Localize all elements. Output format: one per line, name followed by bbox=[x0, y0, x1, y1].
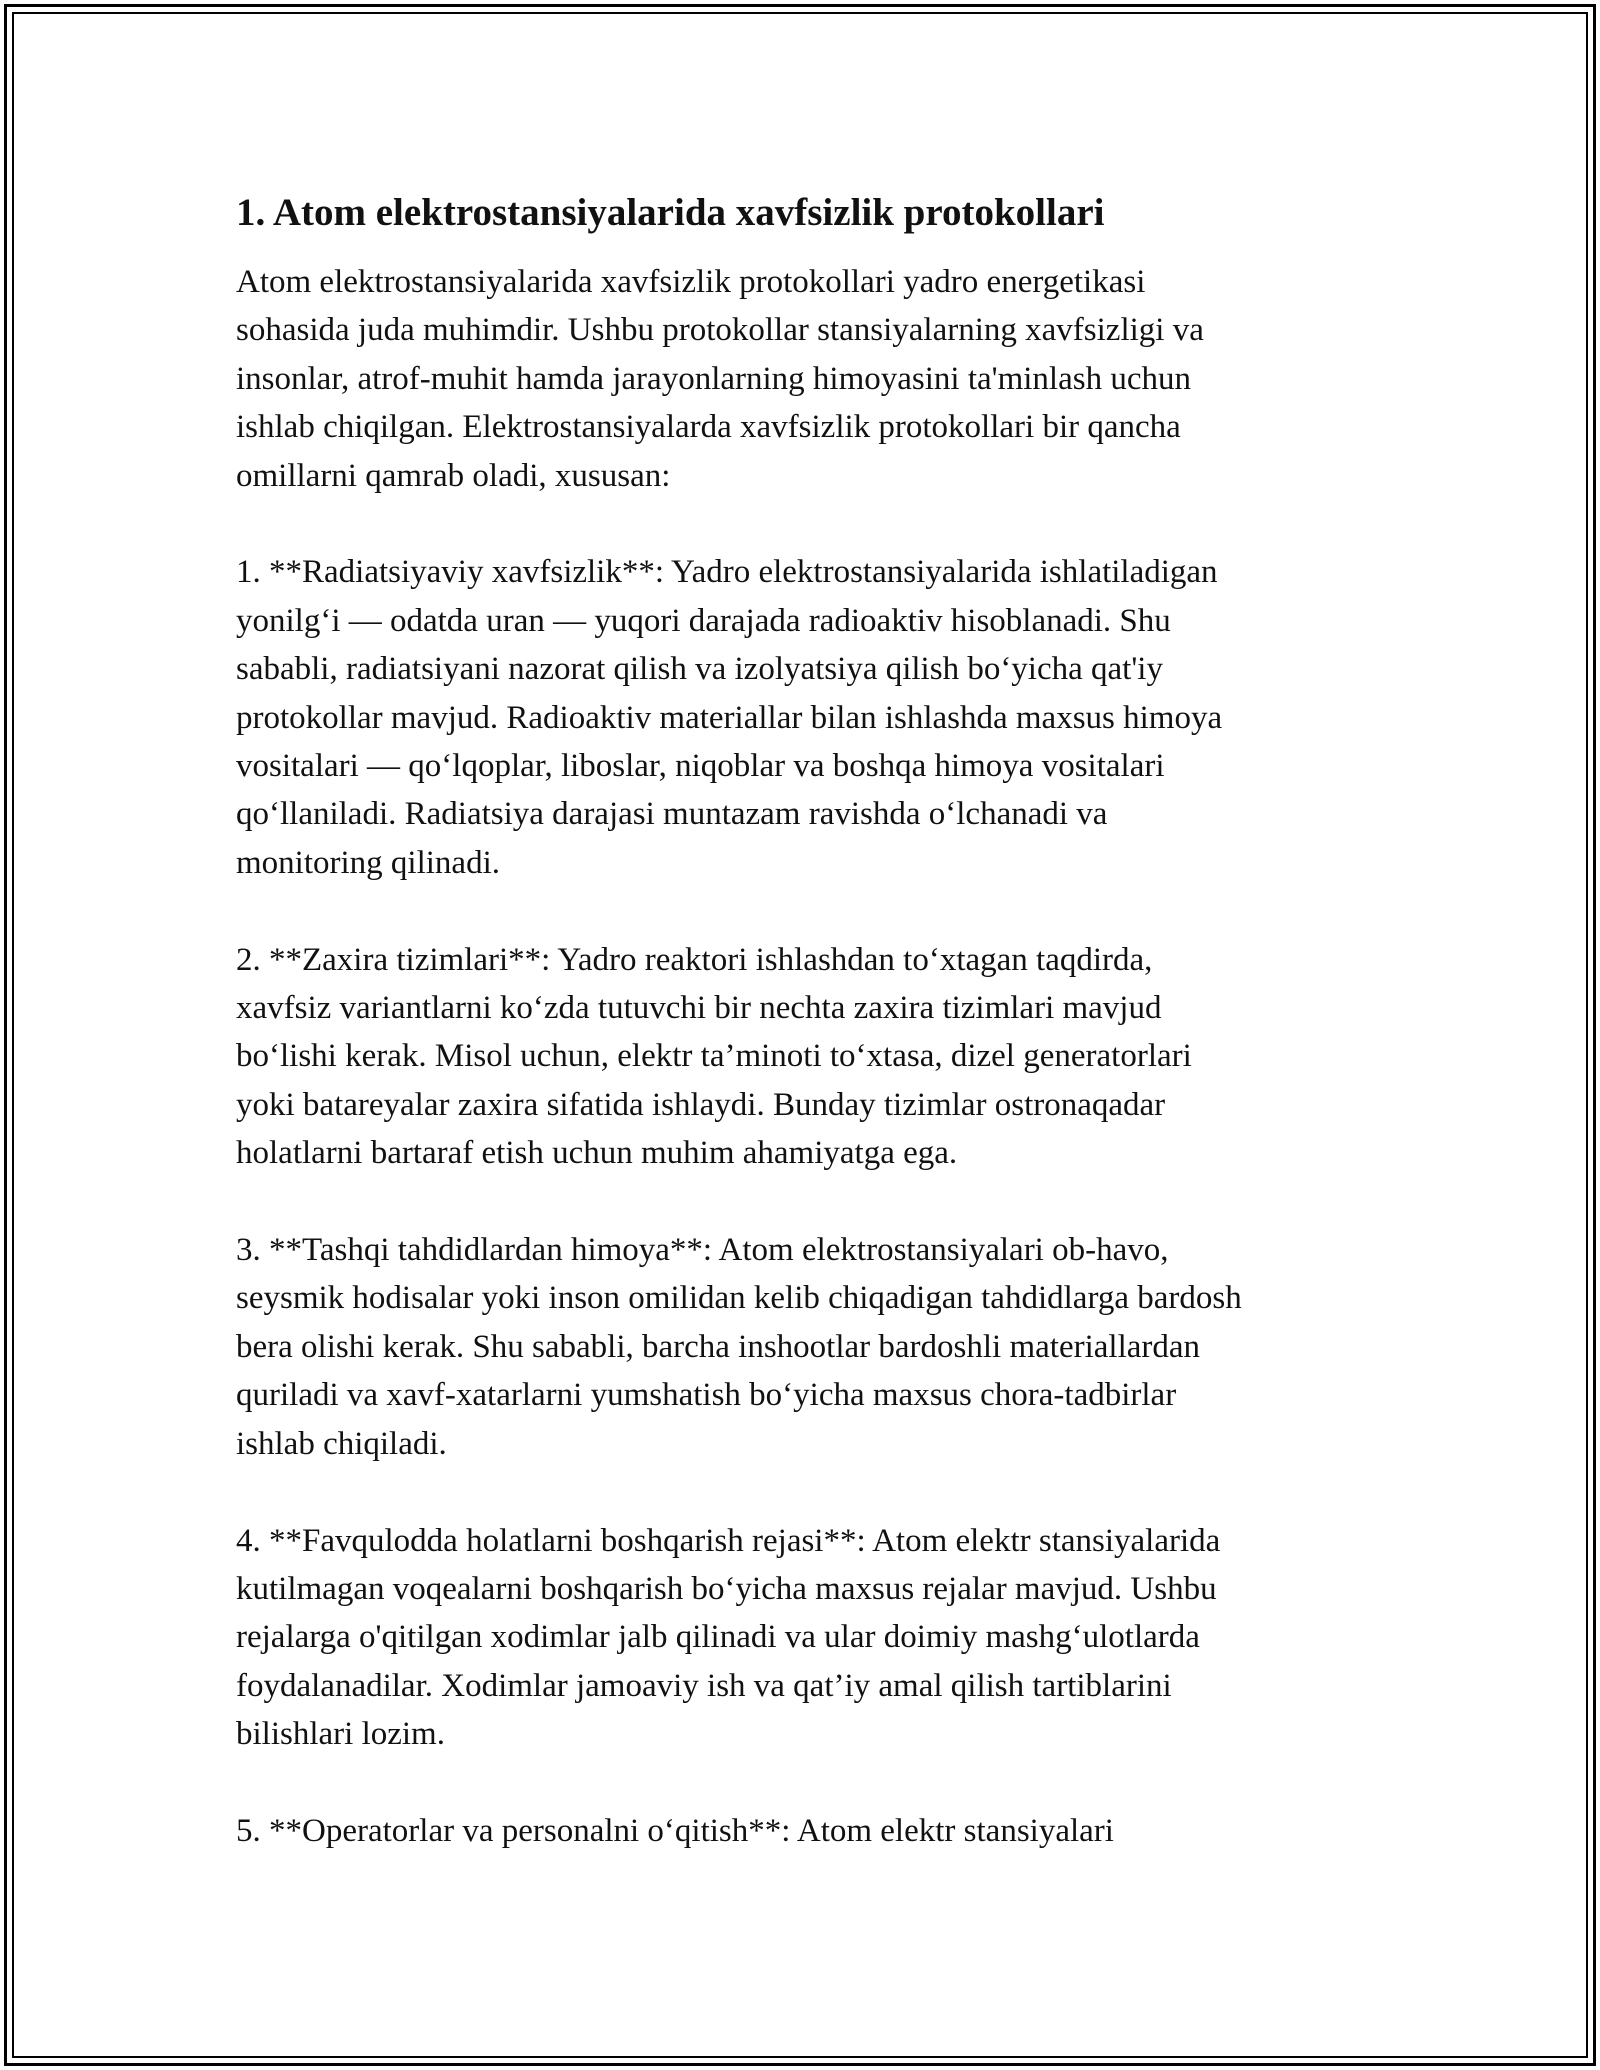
paragraph-item-2 bbox=[236, 936, 1366, 1178]
text-line: yoki batareyalar zaxira sifatida ishlaydi. Bunday tizimlar ostronaqadar bbox=[236, 1086, 1166, 1123]
text-line: sohasida juda muhimdir. Ushbu protokollar stansiyalarning xavfsizligi va bbox=[236, 312, 1204, 349]
text-line: protokollar mavjud. Radioaktiv materiallar bilan ishlashda maxsus himoya bbox=[236, 699, 1223, 736]
text-line: 1. **Radiatsiyaviy xavfsizlik**: Yadro elektrostansiyalarida ishlatiladigan bbox=[236, 554, 1218, 591]
text-line: insonlar, atrof-muhit hamda jarayonlarning himoyasini ta'minlash uchun bbox=[236, 360, 1191, 397]
text-line: holatlarni bartaraf etish uchun muhim ahamiyatga ega. bbox=[236, 1135, 958, 1172]
document-title: 1. Atom elektrostansiyalarida xavfsizlik protokollari bbox=[236, 191, 1105, 234]
text-line: qo‘llaniladi. Radiatsiya darajasi muntazam ravishda o‘lchanadi va bbox=[236, 796, 1108, 833]
paragraph-item-5 bbox=[236, 1807, 1366, 1855]
text-line: Atom elektrostansiyalarida xavfsizlik protokollari yadro energetikasi bbox=[236, 264, 1146, 300]
paragraph-item-3 bbox=[236, 1226, 1366, 1468]
text-line: ishlab chiqiladi. bbox=[236, 1425, 447, 1462]
paragraph-intro bbox=[236, 258, 1366, 500]
text-line: 2. **Zaxira tizimlari**: Yadro reaktori ishlashdan to‘xtagan taqdirda, bbox=[236, 941, 1153, 978]
text-line: sababli, radiatsiyani nazorat qilish va izolyatsiya qilish bo‘yicha qat'iy bbox=[236, 651, 1163, 688]
text-line: omillarni qamrab oladi, xususan: bbox=[236, 457, 671, 494]
text-line: quriladi va xavf-xatarlarni yumshatish bo‘yicha maxsus chora-tadbirlar bbox=[236, 1377, 1177, 1414]
text-line: monitoring qilinadi. bbox=[236, 844, 500, 881]
text-line: xavfsiz variantlarni ko‘zda tutuvchi bir nechta zaxira tizimlari mavjud bbox=[236, 990, 1162, 1027]
text-line: foydalanadilar. Xodimlar jamoaviy ish va qat’iy amal qilish tartiblarini bbox=[236, 1667, 1172, 1704]
text-line: rejalarga o'qitilgan xodimlar jalb qilinadi va ular doimiy mashg‘ulotlarda bbox=[236, 1619, 1200, 1656]
document-body bbox=[236, 188, 1366, 1904]
text-line: seysmik hodisalar yoki inson omilidan kelib chiqadigan tahdidlarga bardosh bbox=[236, 1280, 1242, 1317]
text-line: bo‘lishi kerak. Misol uchun, elektr ta’minoti to‘xtasa, dizel generatorlari bbox=[236, 1038, 1192, 1075]
text-line: 5. **Operatorlar va personalni o‘qitish**: Atom elektr stansiyalari bbox=[236, 1812, 1114, 1849]
text-line: kutilmagan voqealarni boshqarish bo‘yicha maxsus rejalar mavjud. Ushbu bbox=[236, 1570, 1217, 1607]
text-line: 4. **Favqulodda holatlarni boshqarish rejasi**: Atom elektr stansiyalarida bbox=[236, 1522, 1221, 1559]
text-line: bilishlari lozim. bbox=[236, 1716, 445, 1753]
text-line: ishlab chiqilgan. Elektrostansiyalarda xavfsizlik protokollari bir qancha bbox=[236, 409, 1181, 446]
paragraph-item-1 bbox=[236, 548, 1366, 887]
text-line: yonilg‘i — odatda uran — yuqori darajada radioaktiv hisoblanadi. Shu bbox=[236, 602, 1171, 639]
paragraph-item-4 bbox=[236, 1517, 1366, 1759]
text-line: 3. **Tashqi tahdidlardan himoya**: Atom elektrostansiyalari ob-havo, bbox=[236, 1232, 1169, 1269]
text-line: vositalari — qo‘lqoplar, liboslar, niqoblar va boshqa himoya vositalari bbox=[236, 748, 1165, 785]
text-line: bera olishi kerak. Shu sababli, barcha inshootlar bardoshli materiallardan bbox=[236, 1328, 1201, 1365]
